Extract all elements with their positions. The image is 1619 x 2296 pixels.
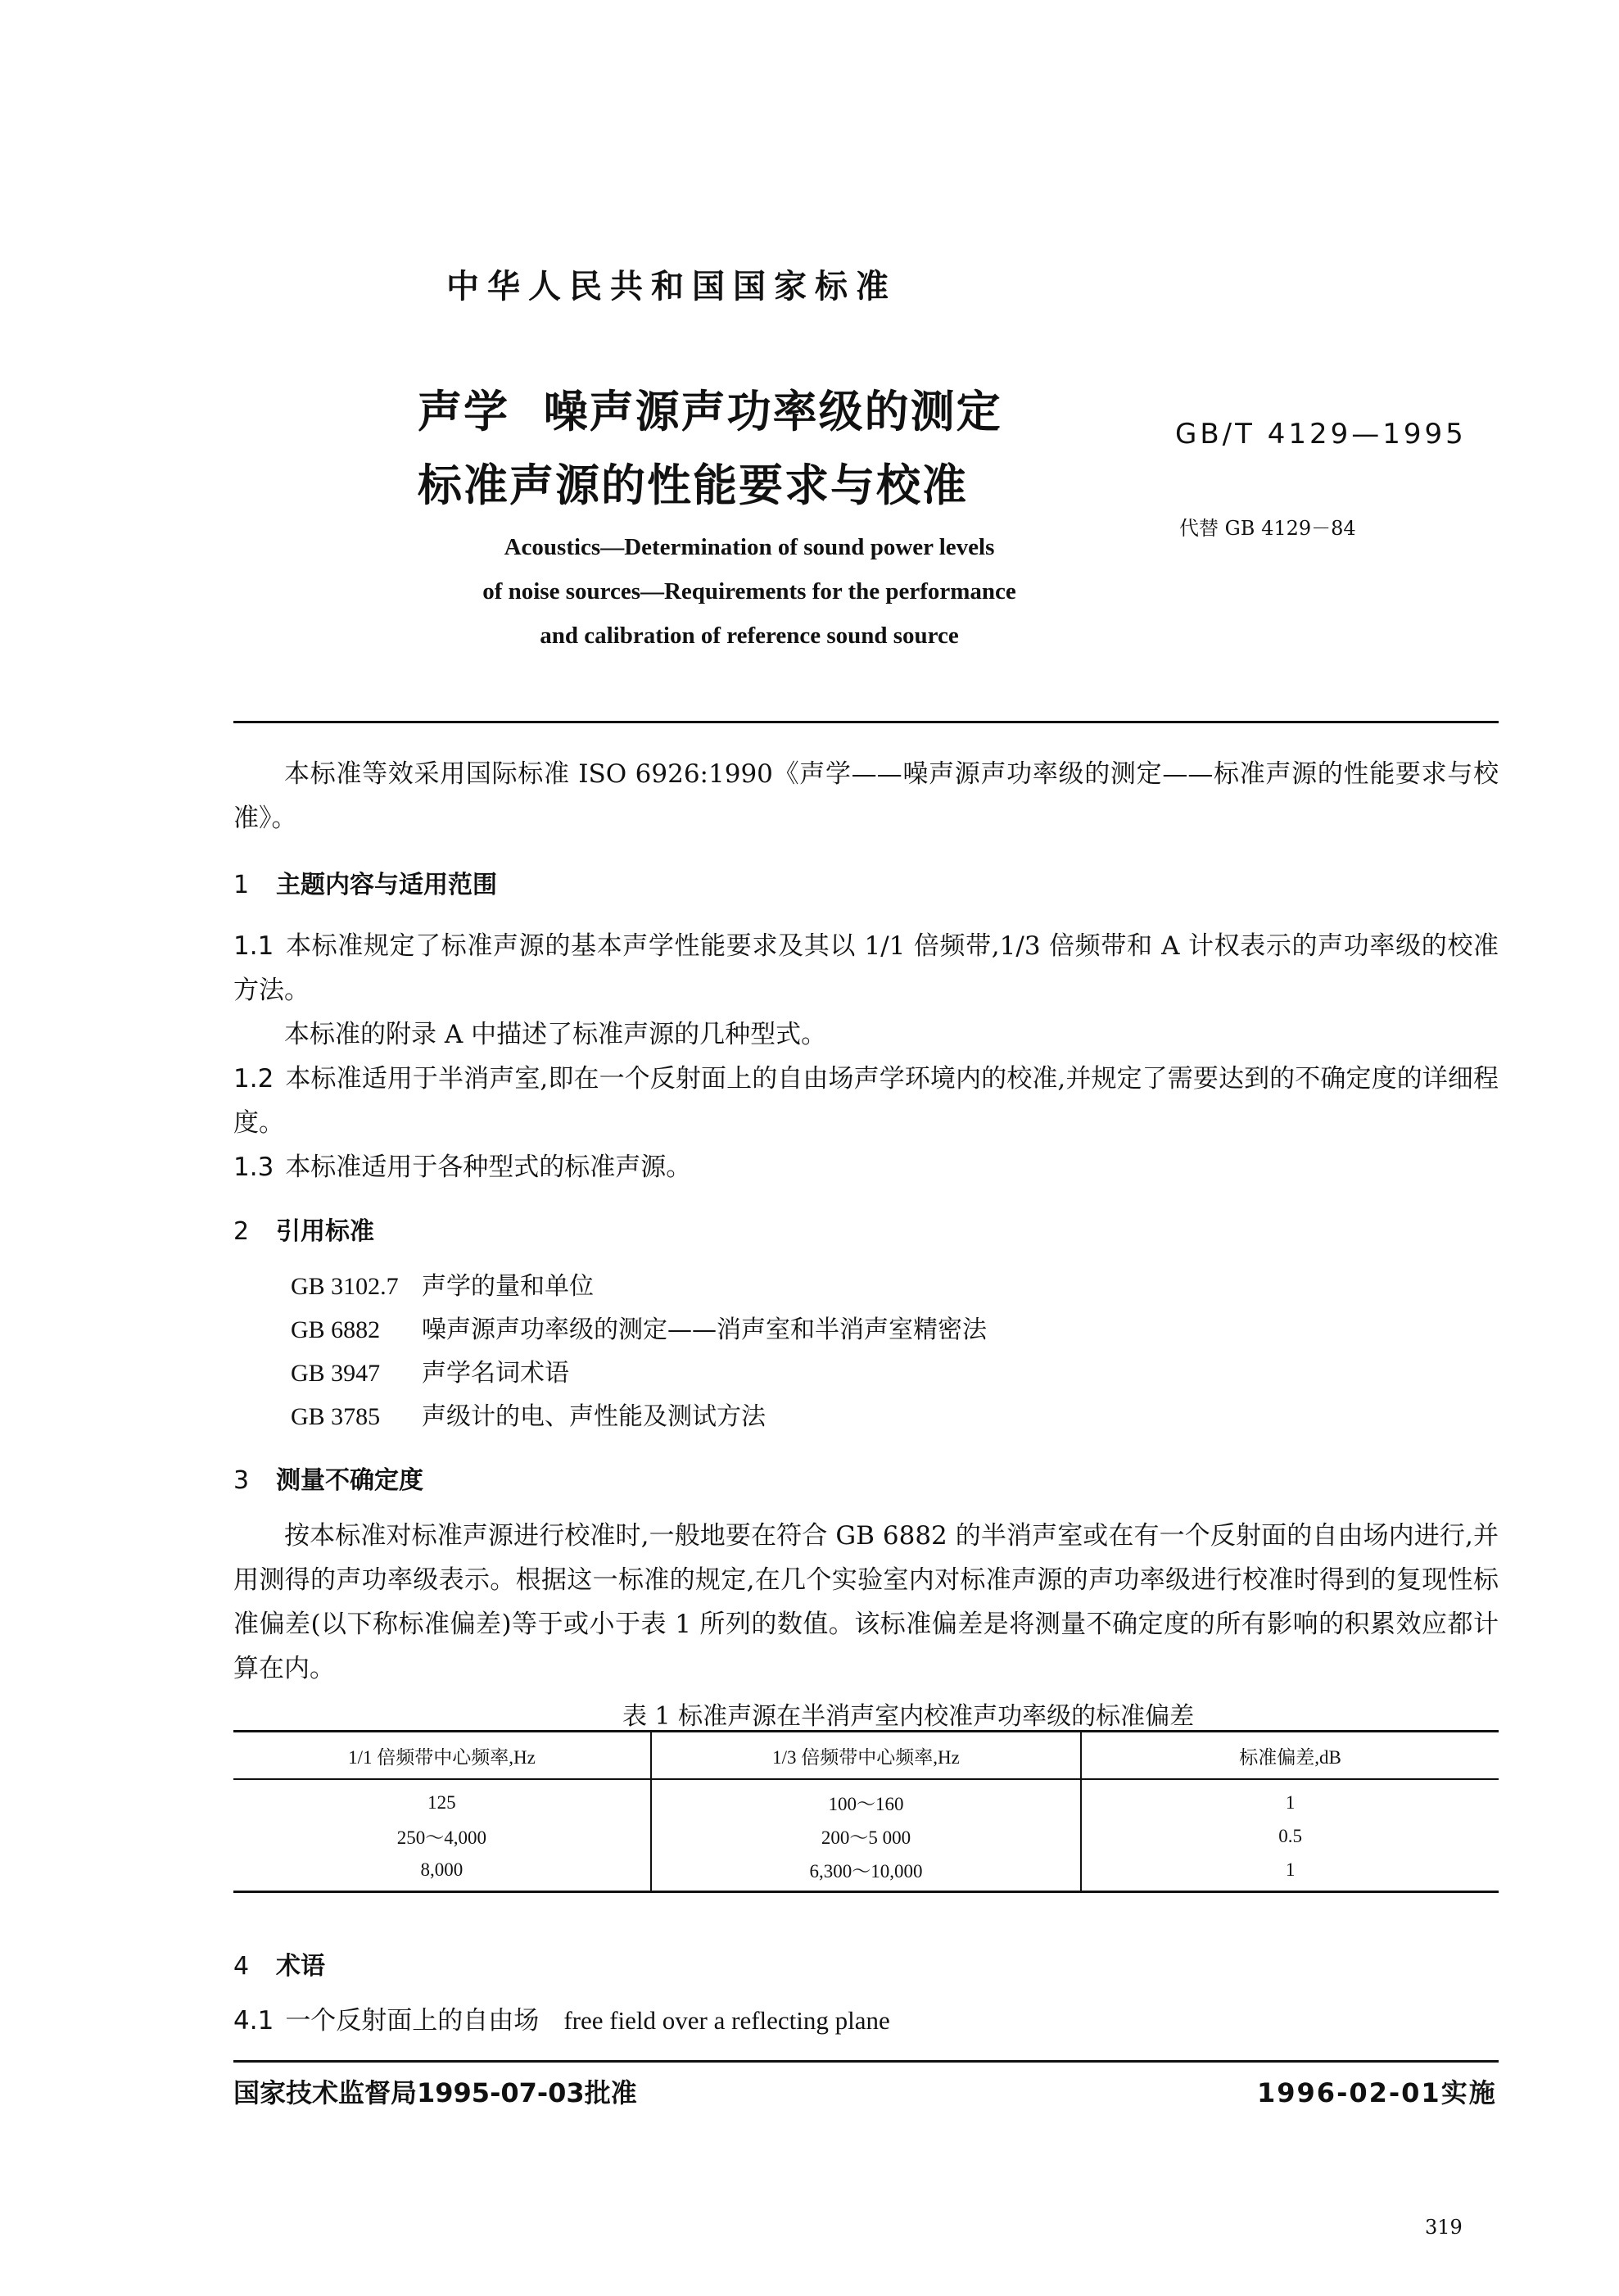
section-title: 术语: [276, 1952, 325, 1981]
table-row: [233, 1819, 1499, 1853]
table-cell: 6,300～10,000: [651, 1853, 1081, 1892]
reference-item: [291, 1396, 766, 1432]
table-cell: 250～4,000: [396, 1827, 487, 1848]
clause-1-1-note: 本标准的附录 A 中描述了标准声源的几种型式。: [284, 1020, 827, 1049]
table-1: [233, 1730, 1499, 1893]
section-3-body: 按本标准对标准声源进行校准时,一般地要在符合 GB 6882 的半消声室或在有一个反射面的自由场内进行,并用测得的声功率级表示。根据这一标准的规定,在几个实验室内对标准声源的声功率级进行校准时得到的复现性标准偏差(以下称标准偏差)等于或小于表 1 所列的数值。该标准偏差是将测量不确定度的所有影响的积累效应都计算在内。: [233, 1521, 1499, 1683]
reference-item: [291, 1352, 569, 1388]
reference-code: GB 3785: [291, 1403, 381, 1430]
section-1-heading: [233, 864, 497, 900]
section-title: 引用标准: [276, 1217, 374, 1246]
english-title-line-2: of noise sources—Requirements for the performance: [482, 578, 1016, 605]
section-number: 2: [233, 1217, 250, 1246]
reference-code: GB 6882: [291, 1316, 381, 1343]
table-cell: 0.5: [1081, 1819, 1499, 1853]
term-chinese: 一个反射面上的自由场: [285, 2006, 540, 2036]
clause-text: 本标准适用于半消声室,即在一个反射面上的自由场声学环境内的校准,并规定了需要达到的不确定度的详细程度。: [233, 1064, 1499, 1138]
approval-date: 国家技术监督局1995-07-03批准: [233, 2077, 637, 2108]
replaces-standard: 代替 GB 4129－84: [1179, 517, 1356, 540]
table-header-cell: 标准偏差,dB: [1081, 1732, 1499, 1780]
intro-paragraph: 本标准等效采用国际标准 ISO 6926:1990《声学——噪声源声功率级的测定——标准声源的性能要求与校准》。: [233, 759, 1499, 833]
reference-title: 声级计的电、声性能及测试方法: [422, 1402, 766, 1431]
term-english: free field over a reflecting plane: [563, 2006, 890, 2035]
table-cell: 1: [1081, 1779, 1499, 1819]
chinese-title-line-1: 声学 噪声源声功率级的测定: [418, 386, 1002, 437]
table-row: [233, 1853, 1499, 1892]
effective-date: 1996-02-01实施: [1257, 2077, 1497, 2108]
section-number: 4: [233, 1952, 250, 1981]
section-number: 3: [233, 1466, 250, 1495]
section-number: 1: [233, 871, 250, 899]
table-header-row: [233, 1732, 1499, 1780]
clause-4-1: [233, 1999, 1499, 2043]
reference-code: GB 3102.7: [291, 1273, 399, 1300]
clause-number: 4.1: [233, 2006, 274, 2036]
clause-number: 1.1: [233, 931, 274, 961]
table-cell: 1: [1081, 1853, 1499, 1892]
clause-number: 1.2: [233, 1064, 274, 1094]
section-4-heading: [233, 1945, 325, 1981]
clause-text: 本标准适用于各种型式的标准声源。: [285, 1153, 692, 1182]
section-2-heading: [233, 1211, 374, 1247]
header-divider: [233, 721, 1499, 723]
table-cell: 8,000: [233, 1853, 651, 1892]
section-title: 测量不确定度: [276, 1466, 423, 1495]
footer-divider: [233, 2060, 1499, 2063]
reference-code: GB 3947: [291, 1360, 381, 1387]
reference-title: 声学名词术语: [422, 1359, 569, 1388]
clause-text: 本标准规定了标准声源的基本声学性能要求及其以 1/1 倍频带,1/3 倍频带和 A 计权表示的声功率级的校准方法。: [233, 931, 1499, 1005]
page-number: 319: [1425, 2216, 1463, 2239]
table-cell: 200～5 000: [651, 1819, 1081, 1853]
section-3-heading: [233, 1460, 423, 1496]
table-header-cell: 1/1 倍频带中心频率,Hz: [233, 1732, 651, 1780]
reference-title: 噪声源声功率级的测定——消声室和半消声室精密法: [422, 1316, 987, 1344]
english-title-line-1: Acoustics—Determination of sound power levels: [504, 534, 995, 560]
reference-item: [291, 1309, 987, 1345]
clause-1-1: [233, 924, 1499, 1012]
clause-number: 1.3: [233, 1153, 274, 1182]
national-standard-heading: 中华人民共和国国家标准: [446, 268, 897, 306]
clause-1-2: [233, 1057, 1499, 1145]
english-title-line-3: and calibration of reference sound source: [540, 623, 959, 649]
reference-title: 声学的量和单位: [422, 1272, 594, 1301]
table-cell: 125: [427, 1791, 456, 1813]
section-title: 主题内容与适用范围: [276, 871, 497, 899]
chinese-title-line-2: 标准声源的性能要求与校准: [418, 460, 968, 511]
table-1-caption: 表 1 标准声源在半消声室内校准声功率级的标准偏差: [622, 1702, 1195, 1731]
clause-1-3: [233, 1145, 1499, 1189]
reference-item: [291, 1266, 594, 1302]
table-row: [233, 1779, 1499, 1819]
table-cell: 100～160: [651, 1779, 1081, 1819]
standard-number: GB/T 4129—1995: [1175, 418, 1467, 451]
table-header-cell: 1/3 倍频带中心频率,Hz: [651, 1732, 1081, 1780]
